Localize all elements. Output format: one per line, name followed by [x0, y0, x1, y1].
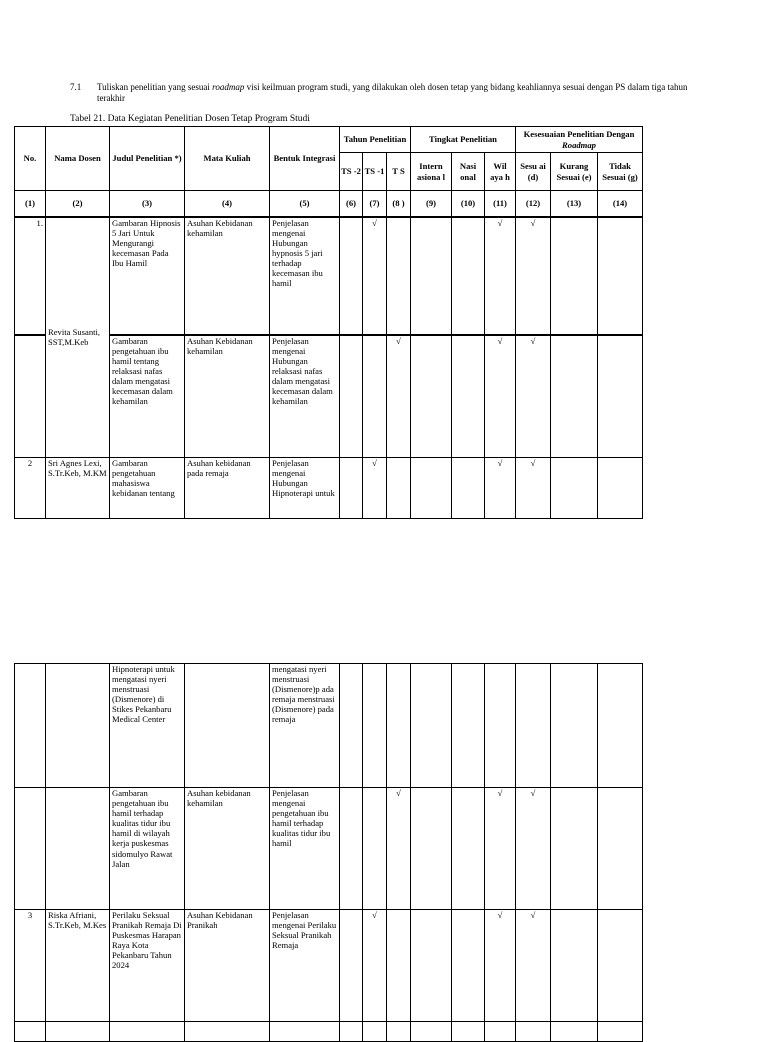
table-row	[15, 664, 643, 788]
header-ts2: TS -2	[340, 153, 363, 191]
integration-form: mengatasi nyeri menstruasi (Dismenore)p ada remaja menstruasi (Dismenore) pada remaja	[270, 664, 340, 788]
header-nama-dosen: Nama Dosen	[46, 127, 110, 191]
cell-kurang	[551, 788, 598, 910]
cell-nasional	[452, 910, 485, 1022]
cell-partial	[363, 1022, 387, 1042]
check-mark: √	[485, 910, 516, 1022]
research-title: Gambaran pengetahuan ibu hamil terhadap kualitas tidur ibu hamil di wilayah kerja puskesmas sidomulyo Rawat Jalan	[110, 788, 185, 910]
cell-tidak	[598, 664, 643, 788]
header-kesesuaian-italic: Roadmap	[562, 139, 596, 150]
column-number: (9)	[411, 191, 452, 217]
header-sesuai: Sesu ai (d)	[516, 153, 551, 191]
check-mark: √	[516, 910, 551, 1022]
cell-ts2	[340, 335, 363, 458]
cell-kurang	[551, 910, 598, 1022]
header-tidak-sesuai: Tidak Sesuai (g)	[598, 153, 643, 191]
cell-ts	[387, 664, 411, 788]
table-caption: Tabel 21. Data Kegiatan Penelitian Dosen Tetap Program Studi	[70, 114, 310, 124]
check-mark: √	[387, 335, 411, 458]
instruction-text	[97, 82, 709, 103]
column-number: (1)	[15, 191, 46, 217]
column-number: (4)	[185, 191, 270, 217]
cell-internasional	[411, 788, 452, 910]
check-mark: √	[516, 217, 551, 335]
lecturer-name: Sri Agnes Lexi, S.Tr.Keb, M.KM	[46, 458, 110, 519]
cell-partial	[340, 1022, 363, 1042]
cell-nasional	[452, 335, 485, 458]
cell-internasional	[411, 335, 452, 458]
cell-ts1	[363, 788, 387, 910]
section-number: 7.1	[70, 82, 82, 92]
cell-nasional	[452, 664, 485, 788]
check-mark: √	[516, 458, 551, 519]
research-title: Gambaran pengetahuan mahasiswa kebidanan tentang	[110, 458, 185, 519]
cell-ts1	[363, 335, 387, 458]
cell-ts	[387, 458, 411, 519]
lecturer-name-empty	[46, 788, 110, 910]
instruction-text-italic: roadmap	[212, 82, 245, 92]
cell-internasional	[411, 217, 452, 335]
check-mark: √	[485, 458, 516, 519]
table-row	[15, 788, 643, 910]
check-mark: √	[485, 788, 516, 910]
research-title: Hipnoterapi untuk mengatasi nyeri menstruasi (Dismenore) di Stikes Pekanbaru Medical Center	[110, 664, 185, 788]
check-mark: √	[516, 788, 551, 910]
column-number: (10)	[452, 191, 485, 217]
column-number: (14)	[598, 191, 643, 217]
column-number: (11)	[485, 191, 516, 217]
header-tahun-penelitian: Tahun Penelitian	[340, 127, 411, 153]
research-table-part-1	[14, 126, 643, 519]
cell-wilayah	[485, 664, 516, 788]
row-number: 3	[15, 910, 46, 1022]
column-number: (5)	[270, 191, 340, 217]
table-row	[15, 335, 643, 458]
course-name-empty	[185, 664, 270, 788]
cell-internasional	[411, 458, 452, 519]
instruction-text-part: Tuliskan penelitian yang sesuai	[97, 82, 213, 92]
check-mark: √	[363, 458, 387, 519]
cell-partial	[598, 1022, 643, 1042]
integration-form: Penjelasan mengenai Hubungan relaksasi nafas dalam mengatasi kecemasan dalam kehamilan	[270, 335, 340, 458]
cell-partial	[411, 1022, 452, 1042]
cell-ts2	[340, 458, 363, 519]
table-row	[15, 910, 643, 1022]
research-title: Perilaku Seksual Pranikah Remaja Di Puskesmas Harapan Raya Kota Pekanbaru Tahun 2024	[110, 910, 185, 1022]
course-name: Asuhan Kebidanan kehamilan	[185, 217, 270, 335]
cell-partial	[452, 1022, 485, 1042]
header-judul-penelitian: Judul Penelitian *)	[110, 127, 185, 191]
research-title: Gambaran Hipnosis 5 Jari Untuk Mengurangi kecemasan Pada Ibu Hamil	[110, 217, 185, 335]
column-number: (13)	[551, 191, 598, 217]
course-name: Asuhan Kebidanan kehamilan	[185, 335, 270, 458]
check-mark: √	[516, 335, 551, 458]
cell-ts1	[363, 664, 387, 788]
cell-kurang	[551, 217, 598, 335]
cell-partial	[185, 1022, 270, 1042]
header-bentuk-integrasi: Bentuk Integrasi	[270, 127, 340, 191]
column-number: (6)	[340, 191, 363, 217]
course-name: Asuhan kebidanan kehamilan	[185, 788, 270, 910]
research-title: Gambaran pengetahuan ibu hamil tentang relaksasi nafas dalam mengatasi kecemasan dalam kehamilan	[110, 335, 185, 458]
cell-tidak	[598, 910, 643, 1022]
research-table-part-2	[14, 663, 643, 1042]
header-wilayah: Wil aya h	[485, 153, 516, 191]
header-kesesuaian-roadmap	[516, 127, 643, 153]
lecturer-name: Revita Susanti, SST,M.Keb	[46, 217, 110, 458]
cell-ts2	[340, 788, 363, 910]
instruction-text-part: visi keilmuan program studi, yang dilakukan oleh dosen tetap yang bidang keahliannya sesuai dengan PS dalam tiga tahun terakhir	[97, 82, 688, 103]
cell-tidak	[598, 335, 643, 458]
cell-ts2	[340, 664, 363, 788]
table-row	[15, 217, 643, 335]
row-number-empty	[15, 788, 46, 910]
course-name: Asuhan Kebidanan Pranikah	[185, 910, 270, 1022]
cell-partial	[551, 1022, 598, 1042]
column-number: (7)	[363, 191, 387, 217]
cell-partial	[270, 1022, 340, 1042]
cell-ts	[387, 217, 411, 335]
integration-form: Penjelasan mengenai Hubungan hypnosis 5 jari terhadap kecemasan ibu hamil	[270, 217, 340, 335]
header-kesesuaian-text: Kesesuaian Penelitian Dengan	[523, 129, 635, 140]
row-number-empty	[15, 335, 46, 458]
row-number-empty	[15, 664, 46, 788]
check-mark: √	[363, 217, 387, 335]
lecturer-name: Riska Afriani, S.Tr.Keb, M.Kes	[46, 910, 110, 1022]
check-mark: √	[387, 788, 411, 910]
check-mark: √	[485, 217, 516, 335]
cell-kurang	[551, 335, 598, 458]
check-mark: √	[363, 910, 387, 1022]
header-mata-kuliah: Mata Kuliah	[185, 127, 270, 191]
column-number: (2)	[46, 191, 110, 217]
cell-kurang	[551, 458, 598, 519]
column-number: (8 )	[387, 191, 411, 217]
cell-tidak	[598, 788, 643, 910]
integration-form: Penjelasan mengenai Perilaku Seksual Pranikah Remaja	[270, 910, 340, 1022]
cell-partial	[15, 1022, 46, 1042]
header-internasional: Intern asiona l	[411, 153, 452, 191]
header-kurang-sesuai: Kurang Sesuai (e)	[551, 153, 598, 191]
check-mark: √	[485, 335, 516, 458]
cell-tidak	[598, 217, 643, 335]
course-name: Asuhan kebidanan pada remaja	[185, 458, 270, 519]
cell-tidak	[598, 458, 643, 519]
cell-sesuai	[516, 664, 551, 788]
lecturer-name-empty	[46, 664, 110, 788]
cell-nasional	[452, 458, 485, 519]
cell-partial	[110, 1022, 185, 1042]
column-number: (12)	[516, 191, 551, 217]
header-nasional: Nasi onal	[452, 153, 485, 191]
cell-ts	[387, 910, 411, 1022]
cell-partial	[387, 1022, 411, 1042]
header-no: No.	[15, 127, 46, 191]
table-row	[15, 458, 643, 519]
row-number: 2	[15, 458, 46, 519]
column-number: (3)	[110, 191, 185, 217]
cell-internasional	[411, 664, 452, 788]
header-ts1: TS -1	[363, 153, 387, 191]
row-number: 1.	[15, 217, 46, 335]
cell-partial	[485, 1022, 516, 1042]
cell-partial	[46, 1022, 110, 1042]
cell-ts2	[340, 910, 363, 1022]
cell-kurang	[551, 664, 598, 788]
header-ts: T S	[387, 153, 411, 191]
cell-partial	[516, 1022, 551, 1042]
cell-nasional	[452, 788, 485, 910]
table-row-partial	[15, 1022, 643, 1042]
cell-nasional	[452, 217, 485, 335]
header-tingkat-penelitian: Tingkat Penelitian	[411, 127, 516, 153]
integration-form: Penjelasan mengenai Hubungan Hipnoterapi untuk	[270, 458, 340, 519]
cell-ts2	[340, 217, 363, 335]
integration-form: Penjelasan mengenai pengetahuan ibu hamil terhadap kualitas tidur ibu hamil	[270, 788, 340, 910]
cell-internasional	[411, 910, 452, 1022]
column-number-row	[15, 191, 643, 217]
